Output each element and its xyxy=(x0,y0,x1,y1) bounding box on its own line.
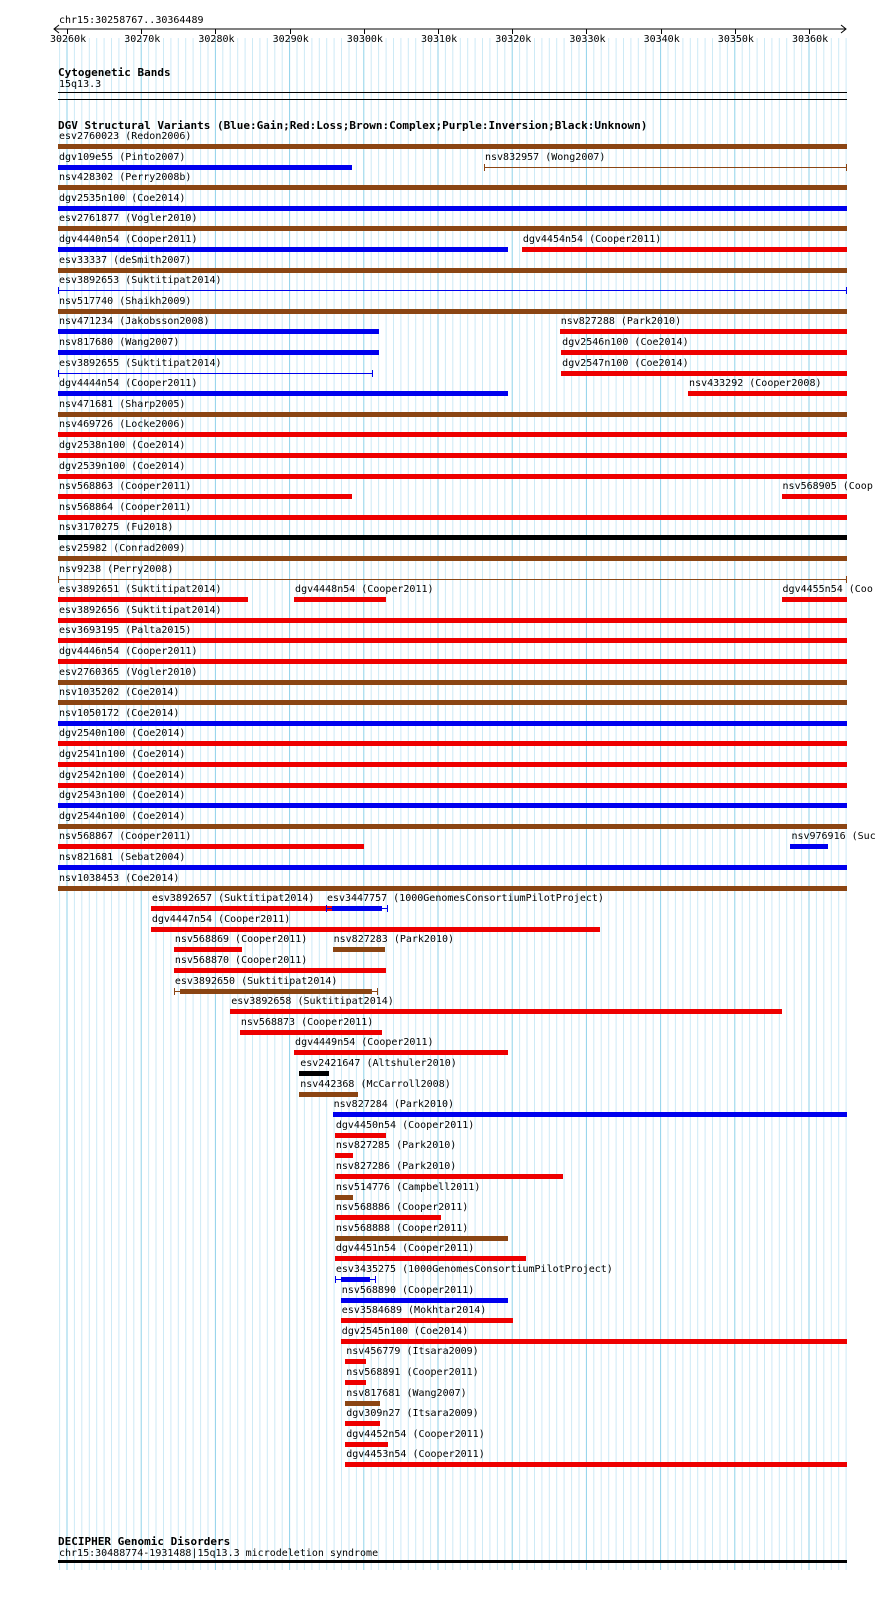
ruler-tick-label: 30290k xyxy=(272,34,309,45)
sv-feature[interactable] xyxy=(58,659,847,664)
sv-label: dgv4450n54 (Cooper2011) xyxy=(335,1119,475,1131)
sv-label: nsv1035202 (Coe2014) xyxy=(59,687,180,699)
sv-feature-core xyxy=(180,989,372,994)
sv-feature-end xyxy=(58,370,59,377)
sv-feature[interactable] xyxy=(294,597,386,602)
ruler-tick-label: 30320k xyxy=(495,34,532,45)
sv-label: nsv442368 (McCarroll2008) xyxy=(300,1078,451,1090)
ruler-tick-label: 30350k xyxy=(717,34,754,45)
sv-label: nsv568873 (Cooper2011) xyxy=(240,1016,374,1028)
sv-label: nsv568890 (Cooper2011) xyxy=(341,1284,475,1296)
sv-feature[interactable] xyxy=(484,167,847,168)
sv-feature-end xyxy=(846,576,847,583)
sv-label: dgv4454n54 (Cooper2011) xyxy=(522,234,662,245)
sv-feature-end xyxy=(335,1276,336,1283)
sv-feature[interactable] xyxy=(345,1401,380,1406)
sv-label: nsv827283 (Park2010) xyxy=(333,934,455,946)
sv-feature-end xyxy=(846,287,847,294)
sv-label: dgv109e55 (Pinto2007) xyxy=(59,151,186,163)
track-separator xyxy=(58,99,847,100)
sv-feature[interactable] xyxy=(58,391,508,396)
sv-feature[interactable] xyxy=(58,290,847,291)
sv-label: esv3584689 (Mokhtar2014) xyxy=(341,1305,487,1317)
sv-label: nsv568864 (Cooper2011) xyxy=(59,501,192,513)
sv-feature[interactable] xyxy=(58,638,847,643)
sv-label: nsv469726 (Locke2006) xyxy=(59,419,186,431)
sv-feature[interactable] xyxy=(58,412,847,417)
sv-feature[interactable] xyxy=(341,1298,508,1303)
sv-feature-end xyxy=(372,370,373,377)
sv-feature[interactable] xyxy=(58,741,847,746)
sv-label: dgv4451n54 (Cooper2011) xyxy=(335,1243,475,1255)
sv-feature[interactable] xyxy=(58,618,847,623)
sv-feature[interactable] xyxy=(335,1195,354,1200)
cyto-title: Cytogenetic Bands xyxy=(58,66,171,79)
sv-feature[interactable] xyxy=(790,844,828,849)
sv-feature[interactable] xyxy=(522,247,847,252)
sv-feature[interactable] xyxy=(58,373,373,374)
sv-label: esv25982 (Conrad2009) xyxy=(59,543,186,554)
sv-label: dgv4452n54 (Cooper2011) xyxy=(346,1428,485,1440)
sv-feature[interactable] xyxy=(782,597,847,602)
sv-label: dgv2542n100 (Coe2014) xyxy=(59,769,186,781)
sv-feature[interactable] xyxy=(333,1112,847,1117)
sv-label: nsv471234 (Jakobsson2008) xyxy=(59,316,210,328)
sv-feature-core xyxy=(341,1277,371,1282)
sv-feature[interactable] xyxy=(58,247,508,252)
sv-label: nsv827286 (Park2010) xyxy=(335,1161,457,1172)
sv-feature[interactable] xyxy=(333,947,385,952)
sv-feature[interactable] xyxy=(561,350,847,355)
sv-label: dgv2535n100 (Coe2014) xyxy=(59,192,186,204)
sv-feature[interactable] xyxy=(58,350,379,355)
sv-feature[interactable] xyxy=(335,1174,564,1179)
sv-feature[interactable] xyxy=(58,494,352,499)
sv-feature[interactable] xyxy=(58,700,847,705)
sv-feature[interactable] xyxy=(151,927,600,932)
sv-label: dgv2547n100 (Coe2014) xyxy=(562,357,689,369)
sv-label: dgv4446n54 (Cooper2011) xyxy=(59,646,198,657)
ruler-tick-label: 30340k xyxy=(643,34,680,45)
ruler-tick-label: 30330k xyxy=(569,34,606,45)
location-label: chr15:30258767..30364489 xyxy=(59,15,204,26)
sv-label: esv3892651 (Suktitipat2014) xyxy=(59,584,222,596)
sv-feature[interactable] xyxy=(58,721,847,726)
sv-feature[interactable] xyxy=(58,783,847,788)
sv-feature[interactable] xyxy=(58,886,847,891)
sv-label: nsv3170275 (Fu2018) xyxy=(59,522,174,534)
sv-feature-end xyxy=(846,164,847,171)
sv-feature-end xyxy=(377,988,378,995)
sv-feature[interactable] xyxy=(345,1380,366,1385)
sv-feature-end xyxy=(58,576,59,583)
sv-label: nsv568867 (Cooper2011) xyxy=(59,831,192,843)
sv-feature[interactable] xyxy=(240,1030,382,1035)
sv-feature[interactable] xyxy=(230,1009,781,1014)
ruler-tick-label: 30260k xyxy=(50,34,87,45)
sv-feature[interactable] xyxy=(174,947,242,952)
ruler-tick-label: 30300k xyxy=(346,34,383,45)
sv-feature[interactable] xyxy=(58,453,847,458)
sv-feature[interactable] xyxy=(58,535,847,540)
sv-label: dgv4449n54 (Cooper2011) xyxy=(295,1037,434,1049)
sv-label: esv2421647 (Altshuler2010) xyxy=(300,1058,457,1069)
sv-feature[interactable] xyxy=(58,165,352,170)
ruler-arrow xyxy=(50,24,850,34)
sv-feature[interactable] xyxy=(341,1339,847,1344)
sv-feature[interactable] xyxy=(58,597,248,602)
sv-feature[interactable] xyxy=(345,1462,847,1467)
sv-label: esv3892655 (Suktitipat2014) xyxy=(59,357,222,369)
sv-feature-core xyxy=(332,906,382,911)
sv-feature-end xyxy=(484,164,485,171)
sv-label: dgv2541n100 (Coe2014) xyxy=(59,749,186,760)
sv-feature[interactable] xyxy=(58,762,847,767)
decipher-bar xyxy=(58,1560,847,1563)
sv-label: esv3435275 (1000GenomesConsortiumPilotProject) xyxy=(335,1264,613,1275)
sv-label: nsv471681 (Sharp2005) xyxy=(59,398,186,410)
sv-feature[interactable] xyxy=(345,1359,366,1364)
sv-feature[interactable] xyxy=(335,1153,354,1158)
sv-label: nsv517740 (Shaikh2009) xyxy=(59,295,192,307)
sv-label: dgv2543n100 (Coe2014) xyxy=(59,790,186,802)
sv-feature[interactable] xyxy=(58,474,847,479)
sv-feature[interactable] xyxy=(58,844,364,849)
sv-feature[interactable] xyxy=(294,1050,508,1055)
sv-label: dgv4444n54 (Cooper2011) xyxy=(59,378,198,390)
sv-feature[interactable] xyxy=(335,1236,508,1241)
sv-feature[interactable] xyxy=(58,824,847,829)
sv-label: dgv2538n100 (Coe2014) xyxy=(59,440,186,451)
sv-label: dgv2546n100 (Coe2014) xyxy=(562,337,689,348)
sv-label: nsv433292 (Cooper2008) xyxy=(689,378,822,390)
sv-feature-end xyxy=(387,905,388,912)
sv-feature[interactable] xyxy=(688,391,847,396)
cyto-band-label: 15q13.3 xyxy=(59,79,102,90)
sv-feature[interactable] xyxy=(345,1421,380,1426)
sv-label: dgv4453n54 (Cooper2011) xyxy=(346,1449,485,1461)
sv-label: nsv568886 (Cooper2011) xyxy=(335,1202,469,1214)
sv-label: nsv9238 (Perry2008) xyxy=(59,563,174,575)
sv-feature[interactable] xyxy=(345,1442,387,1447)
sv-feature[interactable] xyxy=(58,144,847,149)
sv-feature[interactable] xyxy=(58,515,847,520)
dgv-title: DGV Structural Variants (Blue:Gain;Red:Loss;Brown:Complex;Purple:Inversion;Black:Unknown) xyxy=(58,119,648,132)
sv-feature-end xyxy=(174,988,175,995)
sv-label: esv3892650 (Suktitipat2014) xyxy=(174,975,338,987)
sv-label: dgv4447n54 (Cooper2011) xyxy=(151,913,291,925)
sv-label: nsv827285 (Park2010) xyxy=(335,1140,457,1152)
sv-label: nsv568905 (Coop xyxy=(782,481,873,493)
sv-label: nsv568863 (Cooper2011) xyxy=(59,481,192,493)
sv-feature[interactable] xyxy=(341,1318,513,1323)
sv-label: esv2760023 (Redon2006) xyxy=(59,131,192,142)
sv-feature[interactable] xyxy=(174,968,386,973)
decipher-title: DECIPHER Genomic Disorders xyxy=(58,1535,231,1548)
sv-feature[interactable] xyxy=(782,494,847,499)
sv-label: esv3892656 (Suktitipat2014) xyxy=(59,604,222,616)
sv-label: nsv827284 (Park2010) xyxy=(333,1099,455,1111)
sv-label: esv3892657 (Suktitipat2014) xyxy=(151,893,315,905)
sv-feature[interactable] xyxy=(58,556,847,561)
sv-feature[interactable] xyxy=(58,206,847,211)
sv-feature[interactable] xyxy=(58,865,847,870)
sv-label: esv2760365 (Vogler2010) xyxy=(59,666,198,678)
sv-label: nsv821681 (Sebat2004) xyxy=(59,852,186,863)
sv-feature-end xyxy=(375,1276,376,1283)
sv-label: esv3892653 (Suktitipat2014) xyxy=(59,275,222,287)
sv-feature[interactable] xyxy=(58,579,847,580)
sv-feature[interactable] xyxy=(335,1133,386,1138)
ruler-tick-label: 30310k xyxy=(421,34,458,45)
sv-label: esv33337 (deSmith2007) xyxy=(59,254,192,266)
cyto-separator xyxy=(58,92,847,93)
sv-label: esv2761877 (Vogler2010) xyxy=(59,213,198,225)
ruler-tick-label: 30360k xyxy=(792,34,829,45)
sv-label: dgv2544n100 (Coe2014) xyxy=(59,810,186,822)
sv-label: dgv4455n54 (Coo xyxy=(782,584,873,596)
sv-feature[interactable] xyxy=(58,268,847,273)
sv-feature[interactable] xyxy=(335,1256,526,1261)
ruler-tick-label: 30280k xyxy=(198,34,235,45)
sv-feature[interactable] xyxy=(58,680,847,685)
sv-label: nsv456779 (Itsara2009) xyxy=(346,1346,479,1358)
sv-feature[interactable] xyxy=(560,329,847,334)
sv-feature[interactable] xyxy=(299,1071,329,1076)
sv-label: nsv817681 (Wang2007) xyxy=(346,1387,467,1399)
sv-feature[interactable] xyxy=(58,329,379,334)
sv-feature[interactable] xyxy=(561,371,847,376)
decipher-entry: chr15:30488774-1931488|15q13.3 microdeletion syndrome xyxy=(59,1548,379,1559)
sv-label: esv3892658 (Suktitipat2014) xyxy=(231,996,394,1008)
sv-label: dgv4448n54 (Cooper2011) xyxy=(295,584,434,596)
sv-label: nsv428302 (Perry2008b) xyxy=(59,172,192,184)
sv-label: nsv568869 (Cooper2011) xyxy=(174,934,308,946)
sv-label: nsv1050172 (Coe2014) xyxy=(59,707,180,719)
sv-label: esv3693195 (Palta2015) xyxy=(59,625,192,637)
sv-feature[interactable] xyxy=(299,1092,358,1097)
sv-feature[interactable] xyxy=(58,185,847,190)
ruler-tick-label: 30270k xyxy=(124,34,161,45)
sv-label: nsv568870 (Cooper2011) xyxy=(174,955,308,966)
sv-label: nsv568891 (Cooper2011) xyxy=(346,1367,479,1378)
sv-feature[interactable] xyxy=(58,803,847,808)
sv-label: nsv832957 (Wong2007) xyxy=(485,151,606,163)
sv-feature[interactable] xyxy=(151,906,346,911)
sv-label: dgv309n27 (Itsara2009) xyxy=(346,1408,479,1420)
sv-label: nsv827288 (Park2010) xyxy=(560,316,682,328)
sv-feature[interactable] xyxy=(335,1215,441,1220)
sv-feature[interactable] xyxy=(58,226,847,231)
sv-label: dgv4440n54 (Cooper2011) xyxy=(59,234,198,245)
sv-feature[interactable] xyxy=(58,309,847,314)
sv-label: dgv2539n100 (Coe2014) xyxy=(59,460,186,472)
sv-label: nsv817680 (Wang2007) xyxy=(59,337,180,348)
sv-label: nsv514776 (Campbell2011) xyxy=(335,1181,481,1193)
sv-label: nsv568888 (Cooper2011) xyxy=(335,1222,469,1234)
sv-label: dgv2540n100 (Coe2014) xyxy=(59,728,186,740)
sv-feature-end xyxy=(326,905,327,912)
sv-feature[interactable] xyxy=(58,432,847,437)
sv-label: nsv1038453 (Coe2014) xyxy=(59,872,180,884)
sv-label: dgv2545n100 (Coe2014) xyxy=(341,1325,469,1337)
sv-label: nsv976916 (Suc xyxy=(791,831,876,843)
sv-label: esv3447757 (1000GenomesConsortiumPilotProject) xyxy=(326,893,604,905)
sv-feature-end xyxy=(58,287,59,294)
